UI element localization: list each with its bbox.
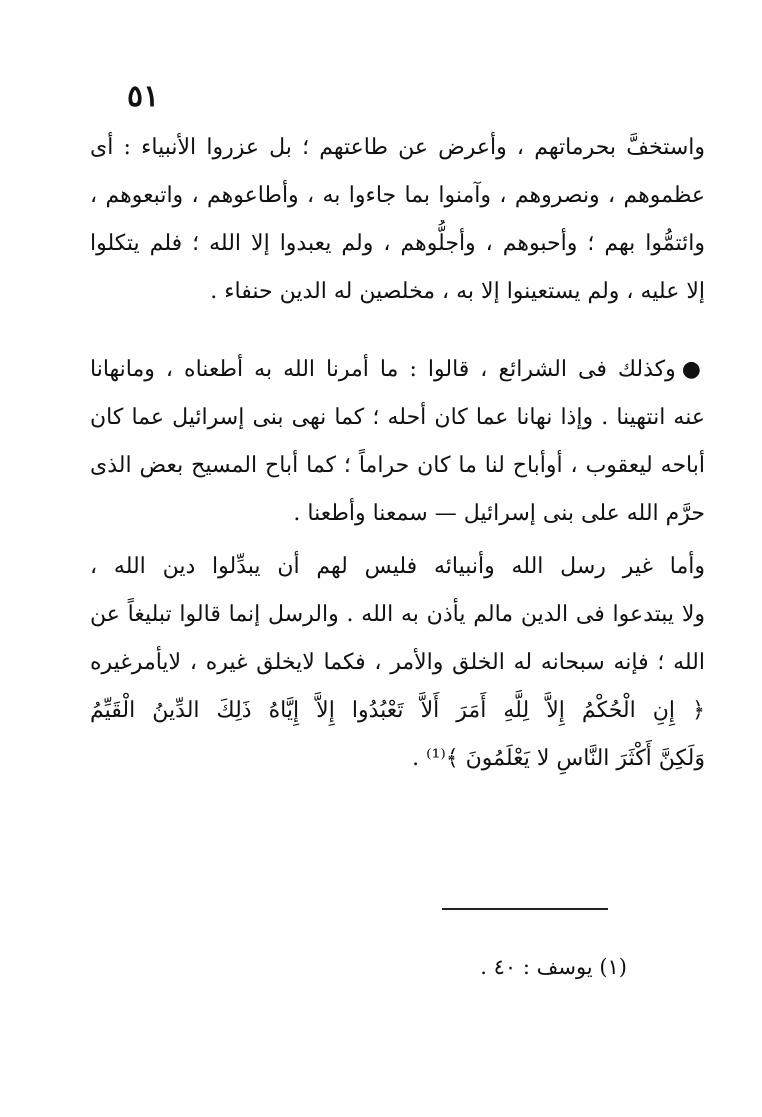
- quran-verse-line: وَلَكِنَّ أَكْثَرَ النَّاسِ لا يَعْلَمُونَ ﴾⁽¹⁾ .: [412, 746, 705, 771]
- bullet-icon: ●: [681, 356, 705, 382]
- text-line-content: وكذلك فى الشرائع ، قالوا : ما أمرنا الله به أطعناه ، ومانهانا: [90, 357, 676, 382]
- footnote: (١) يوسف : ٤٠ .: [480, 955, 627, 979]
- text-line: وائتمُّوا بهم ؛ وأحبوهم ، وأجلُّوهم ، ولم يعبدوا إلا الله ؛ فلم يتكلوا: [90, 231, 705, 256]
- text-line: ولا يبتدعوا فى الدين مالم يأذن به الله . والرسل إنما قالوا تبليغاً عن: [90, 602, 705, 627]
- quran-verse-line: ﴿ إِنِ الْحُكْمُ إِلاَّ لِلَّهِ أَمَرَ أَلاَّ تَعْبُدُوا إِلاَّ إِيَّاهُ ذَلِكَ الدِّينُ الْقَيِّمُ: [90, 698, 705, 723]
- text-line: عظموهم ، ونصروهم ، وآمنوا بما جاءوا به ، وأطاعوهم ، واتبعوهم ،: [90, 183, 705, 208]
- text-line: حرَّم الله على بنى إسرائيل — سمعنا وأطعنا .: [293, 501, 705, 526]
- footnote-divider: [442, 908, 608, 910]
- text-line: [90, 345, 705, 394]
- text-line: الله ؛ فإنه سبحانه له الخلق والأمر ، فكما لايخلق غيره ، لايأمرغيره: [90, 650, 705, 675]
- paragraph-3: [90, 543, 705, 783]
- paragraph-1: [90, 124, 705, 316]
- text-line: واستخفَّ بحرماتهم ، وأعرض عن طاعتهم ؛ بل عزروا الأنبياء : أى: [90, 135, 705, 160]
- paragraph-2: [90, 345, 705, 538]
- text-line: إلا عليه ، ولم يستعينوا إلا به ، مخلصين له الدين حنفاء .: [210, 279, 705, 304]
- text-line: وأما غير رسل الله وأنبيائه فليس لهم أن يبدِّلوا دين الله ،: [90, 554, 705, 579]
- page-number: ٥١: [127, 79, 160, 114]
- text-line: عنه انتهينا . وإذا نهانا عما كان أحله ؛ كما نهى بنى إسرائيل عما كان: [90, 405, 705, 430]
- text-line: أباحه ليعقوب ، أوأباح لنا ما كان حراماً ؛ كما أباح المسيح بعض الذى: [90, 453, 705, 478]
